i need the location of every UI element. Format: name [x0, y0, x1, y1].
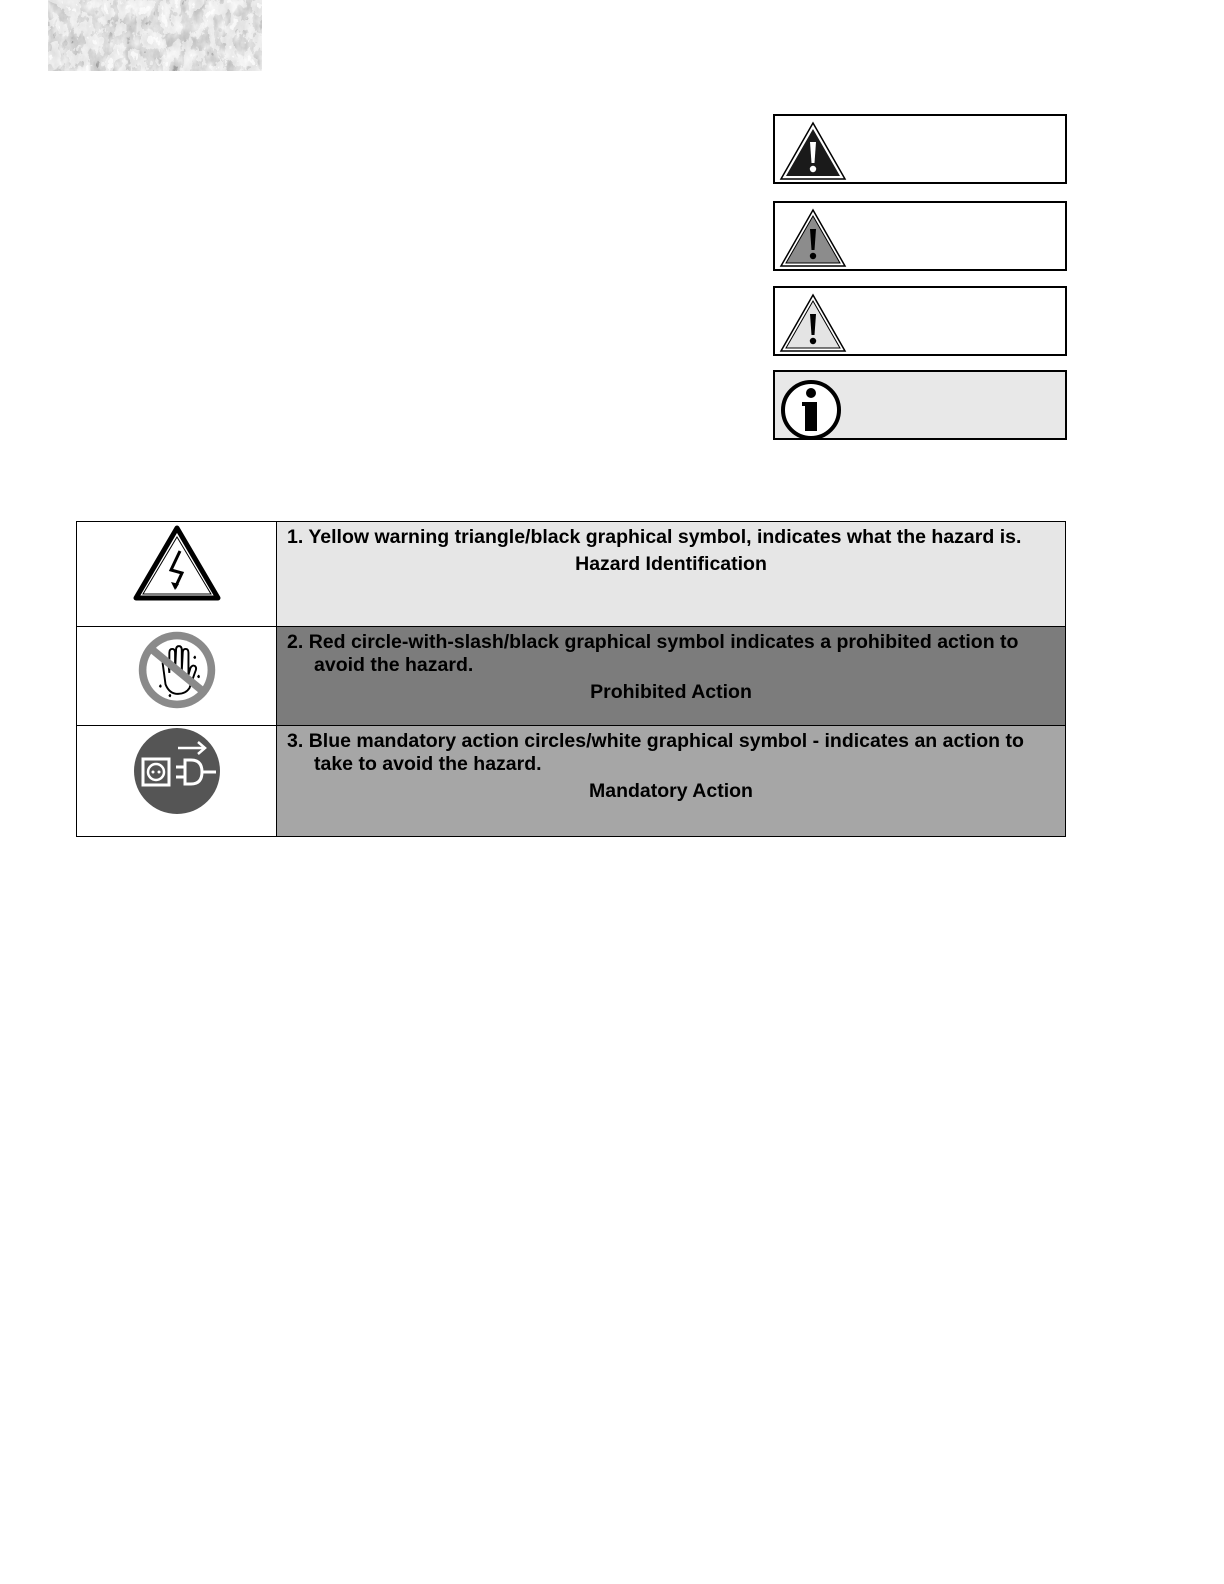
legend-row-2-description: Red circle-with-slash/black graphical symbol indicates a prohibited action to [308, 631, 1019, 653]
legend-row-prohibited [77, 627, 1066, 726]
hazard-identification-label: Hazard Identification [575, 553, 767, 575]
mandatory-action-label: Mandatory Action [589, 780, 753, 802]
danger-triangle-icon [778, 120, 848, 182]
safety-symbol-legend [76, 521, 1066, 837]
legend-row-1-description: Yellow warning triangle/black graphical symbol, indicates what the hazard is. [308, 526, 1022, 548]
electrical-hazard-icon [132, 522, 222, 602]
no-wet-hands-icon [134, 627, 220, 713]
legend-row-2-description-continued: avoid the hazard. [314, 654, 474, 676]
notice-signal-box [773, 370, 1067, 440]
crumpled-texture-image [48, 0, 262, 71]
legend-row-3-description-continued: take to avoid the hazard. [314, 753, 542, 775]
caution-signal-box [773, 286, 1067, 356]
legend-row-3-number: 3. [287, 730, 304, 752]
prohibited-action-label: Prohibited Action [590, 681, 752, 703]
legend-row-hazard [77, 522, 1066, 627]
unplug-power-icon [132, 726, 222, 816]
information-icon [778, 376, 848, 438]
legend-row-mandatory [77, 726, 1066, 837]
warning-signal-box [773, 201, 1067, 271]
danger-signal-box [773, 114, 1067, 184]
legend-row-1-number: 1. [287, 526, 304, 548]
caution-triangle-icon [778, 292, 848, 354]
legend-row-3-description: Blue mandatory action circles/white graphical symbol - indicates an action to [308, 730, 1024, 752]
legend-row-2-number: 2. [287, 631, 304, 653]
warning-triangle-icon [778, 207, 848, 269]
